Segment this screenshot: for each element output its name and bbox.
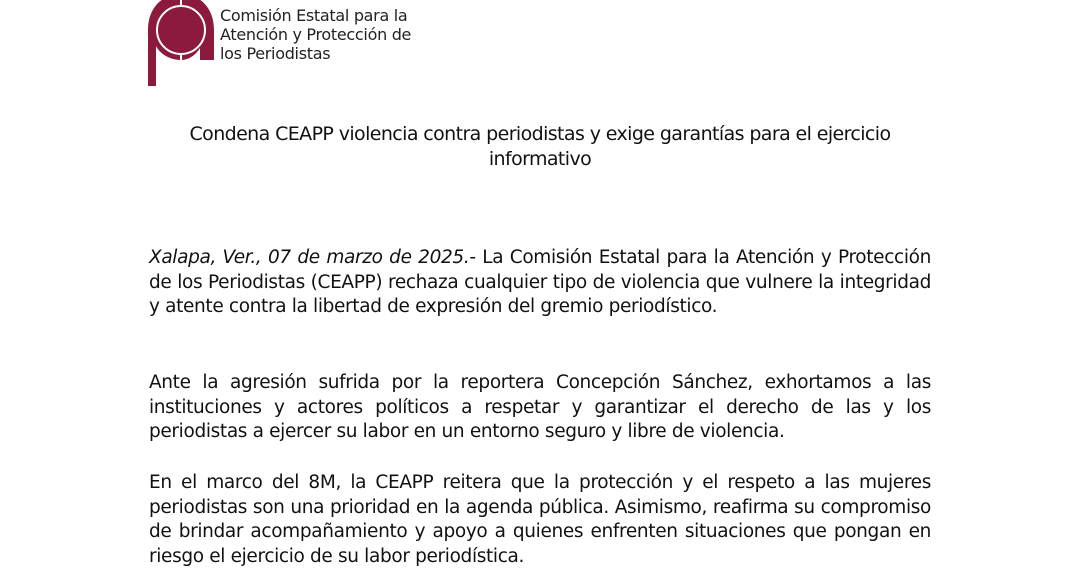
document-title: Condena CEAPP violencia contra periodistas y exige garantías para el ejercicio informativo: [189, 123, 891, 170]
paragraph-3: En el marco del 8M, la CEAPP reitera que la protección y el respeto a las mujeres periodistas son una prioridad en la agenda pública. Asimismo, reafirma su compromiso de brindar acompañamiento y apoyo a quienes enfrenten situaciones que pongan en riesgo el ejercicio de su labor periodística.: [149, 472, 931, 568]
org-name-line-2: Atención y Protección de: [220, 25, 412, 44]
org-name-line-3: los Periodistas: [220, 44, 331, 63]
ceapp-logo-icon: [148, 0, 214, 88]
letterhead: [148, 0, 448, 88]
paragraph-1: [149, 246, 931, 320]
paragraph-1-text: - La Comisión Estatal para la Atención y Protección de los Periodistas (CEAPP) rechaza cualquier tipo de violencia que vulnere la integridad y atente contra la libertad de expresión del gremio periodístico.: [149, 247, 931, 318]
paragraph-2: Ante la agresión sufrida por la reportera Concepción Sánchez, exhortamos a las instituciones y actores políticos a respetar y garantizar el derecho de las y los periodistas a ejercer su labor en un entorno seguro y libre de violencia.: [149, 372, 931, 443]
org-name-line-1: Comisión Estatal para la: [220, 6, 408, 25]
organization-name: [220, 6, 411, 63]
dateline: Xalapa, Ver., 07 de marzo de 2025.: [149, 247, 470, 268]
